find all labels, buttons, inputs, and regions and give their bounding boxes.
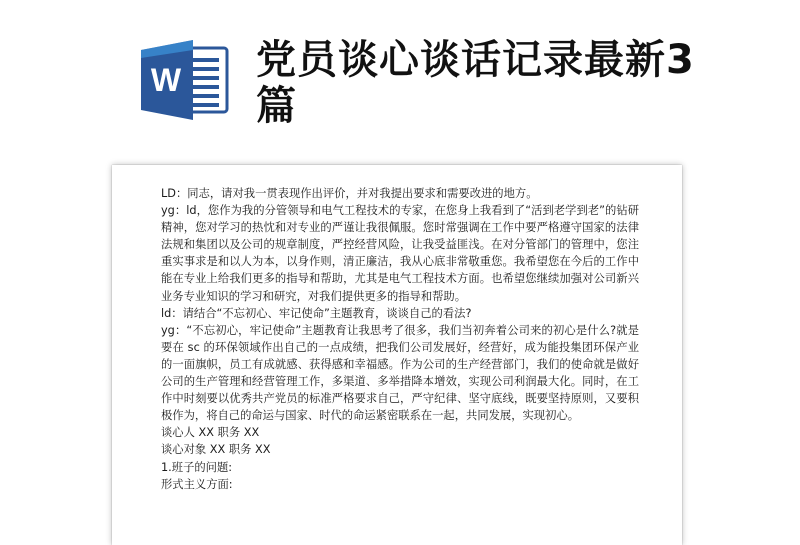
document-body [161,185,639,493]
document-page [112,165,682,545]
header-banner [0,0,800,160]
word-icon-letter: W [150,62,182,98]
microsoft-word-icon [141,40,229,120]
paragraph-yg-answer-1: yg：ld，您作为我的分管领导和电气工程技术的专家，在您身上我看到了“活到老学到老”的钻研精神，您对学习的热忱和对专业的严谨让我很佩服。您时常强调在工作中要严格遵守国家的法律法规和集团以及公司的规章制度，严控经营风险，让我受益匪浅。在对分管部门的管理中，您注重实事求是和以人为本，以身作则，清正廉洁，我从心底非常敬重您。我希望您在今后的工作中能在专业上给我们更多的指导和帮助，尤其是电气工程技术方面。也希望您继续加强对公司新兴业务专业知识的学习和研究，对我们提供更多的指导和帮助。 [161,204,639,303]
paragraph-subheading: 形式主义方面: [161,477,233,491]
paragraph-talk-target: 谈心对象 XX 职务 XX [161,443,271,457]
page-title: 党员谈心谈话记录最新3篇 [256,37,695,129]
paragraph-ld-question-2: ld：请结合“不忘初心、牢记使命”主题教育，谈谈自己的看法? [161,306,472,320]
paragraph-section-heading: 1.班子的问题: [161,460,233,474]
paragraph-ld-question-1: LD：同志，请对我一贯表现作出评价，并对我提出要求和需要改进的地方。 [161,187,538,200]
paragraph-yg-answer-2: yg：“不忘初心，牢记使命”主题教育让我思考了很多，我们当初奔着公司来的初心是什么?就是要在 sc 的环保领域作出自己的一点成绩，把我们公司发展好，经营好，成为能投集团环保产业的一面旗帜，员工有成就感、获得感和幸福感。作为公司的生产经营部门，我们的使命就是做好公司的生产管理和经营管理工作，多渠道、多举措降本增效，实现公司利润最大化。同时，在工作中时刻要以优秀共产党员的标准严格要求自己，严守纪律、坚守底线，既要坚持原则，又要积极作为，将自己的命运与国家、时代的命运紧密联系在一起，共同发展，实现初心。 [161,323,639,423]
paragraph-talker: 谈心人 XX 职务 XX [161,426,260,440]
